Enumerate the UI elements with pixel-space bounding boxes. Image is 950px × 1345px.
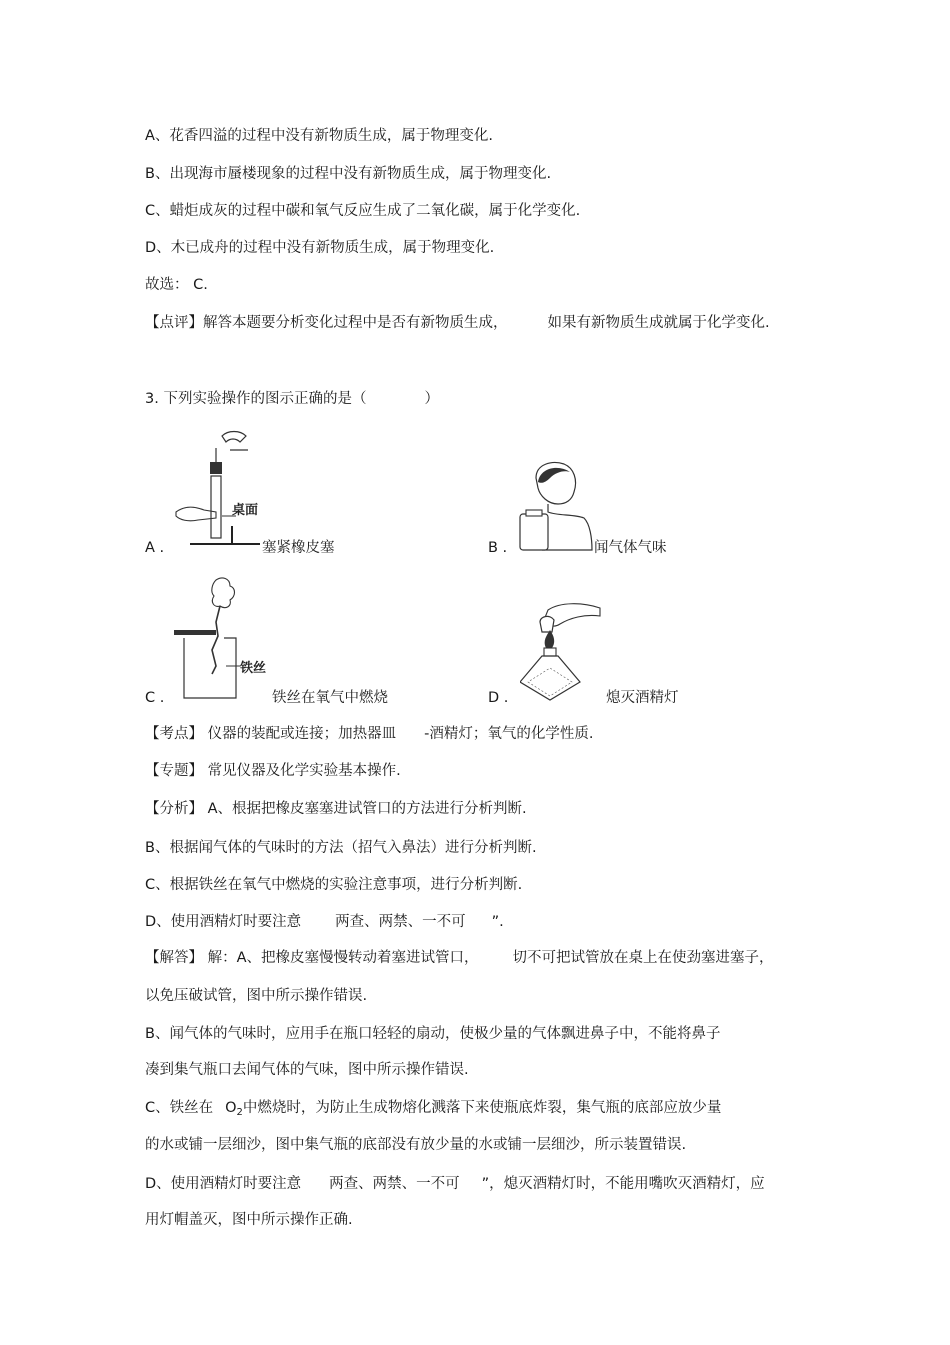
- oxygen-subscript: 2: [236, 1107, 243, 1118]
- option-a-label: A .: [145, 540, 165, 556]
- solution-c-line-1: [145, 1098, 721, 1123]
- oxygen-symbol: O: [225, 1100, 237, 1116]
- option-c-caption: 铁丝在氧气中燃烧: [272, 690, 388, 706]
- comment-part-1: 【点评】解答本题要分析变化过程中是否有新物质生成，: [145, 315, 508, 331]
- figure-a-label: 桌面: [232, 503, 259, 518]
- solution-c-part-1: C、铁丝在: [145, 1100, 214, 1116]
- comment-line: [145, 313, 770, 333]
- fenxi-line-b: B、根据闻气体的气味时的方法（招气入鼻法）进行分析判断.: [145, 840, 537, 856]
- analysis-line-b: B、出现海市蜃楼现象的过程中没有新物质生成，属于物理变化.: [145, 166, 552, 182]
- fenxi-line-c: C、根据铁丝在氧气中燃烧的实验注意事项，进行分析判断.: [145, 877, 523, 893]
- question-stem-text: 3. 下列实验操作的图示正确的是（: [145, 391, 367, 407]
- comment-part-2: 如果有新物质生成就属于化学变化.: [547, 315, 770, 331]
- kaodian-part-2: -酒精灯；氧气的化学性质.: [424, 726, 594, 742]
- zhuanti-line: 【专题】 常见仪器及化学实验基本操作.: [145, 763, 401, 779]
- jieda-part-2: 切不可把试管放在桌上在使劲塞进塞子，: [512, 950, 774, 966]
- solution-b-line-1: B、闻气体的气味时，应用手在瓶口轻轻的扇动，使极少量的气体飘进鼻子中，不能将鼻子: [145, 1026, 721, 1042]
- figure-c-iron-wire: [172, 576, 272, 702]
- fenxi-d-part-2: 两查、两禁、一不可: [335, 914, 466, 930]
- figure-b-smelling: [518, 458, 596, 552]
- option-c-label: C .: [145, 690, 165, 706]
- oxygen-formula: [225, 1100, 243, 1116]
- solution-d-line-1: [145, 1174, 765, 1194]
- question-stem-end: ）: [424, 391, 439, 407]
- option-b-caption: 闻气体气味: [594, 540, 667, 556]
- question-stem: [145, 389, 439, 409]
- fenxi-d-part-1: D、使用酒精灯时要注意: [145, 914, 302, 930]
- solution-c-line-2: 的水或铺一层细沙，图中集气瓶的底部没有放少量的水或铺一层细沙，所示装置错误.: [145, 1137, 687, 1153]
- kaodian-part-1: 【考点】 仪器的装配或连接；加热器皿: [145, 726, 397, 742]
- figure-d-alcohol-lamp: [520, 600, 604, 704]
- analysis-line-c: C、蜡炬成灰的过程中碳和氧气反应生成了二氧化碳，属于化学变化.: [145, 203, 581, 219]
- answer-line: 故选： C.: [145, 277, 208, 293]
- analysis-line-d: D、木已成舟的过程中没有新物质生成，属于物理变化.: [145, 240, 495, 256]
- kaodian-line: [145, 724, 593, 744]
- analysis-line-a: A、花香四溢的过程中没有新物质生成，属于物理变化.: [145, 128, 494, 144]
- figure-a-test-tube: [170, 428, 270, 550]
- option-a-caption: 塞紧橡皮塞: [262, 540, 335, 556]
- option-d-label: D .: [488, 690, 509, 706]
- solution-d-part-2: 两查、两禁、一不可: [329, 1176, 460, 1192]
- solution-d-line-2: 用灯帽盖灭，图中所示操作正确.: [145, 1212, 353, 1228]
- solution-c-part-2: 中燃烧时，为防止生成物熔化溅落下来使瓶底炸裂，集气瓶的底部应放少量: [242, 1100, 722, 1116]
- option-d-caption: 熄灭酒精灯: [606, 690, 679, 706]
- fenxi-d-part-3: ”.: [491, 914, 504, 930]
- option-b-label: B .: [488, 540, 508, 556]
- figure-c-label: 铁丝: [240, 661, 267, 676]
- jieda-line: [145, 948, 774, 968]
- solution-d-part-1: D、使用酒精灯时要注意: [145, 1176, 302, 1192]
- jieda-line-2: 以免压破试管，图中所示操作错误.: [145, 988, 368, 1004]
- solution-d-part-3: ”，熄灭酒精灯时，不能用嘴吹灭酒精灯，应: [481, 1176, 765, 1192]
- fenxi-line: 【分析】 A、根据把橡皮塞塞进试管口的方法进行分析判断.: [145, 801, 527, 817]
- solution-b-line-2: 凑到集气瓶口去闻气体的气味，图中所示操作错误.: [145, 1062, 469, 1078]
- fenxi-line-d: [145, 912, 504, 932]
- jieda-part-1: 【解答】 解：A、把橡皮塞慢慢转动着塞进试管口，: [145, 950, 479, 966]
